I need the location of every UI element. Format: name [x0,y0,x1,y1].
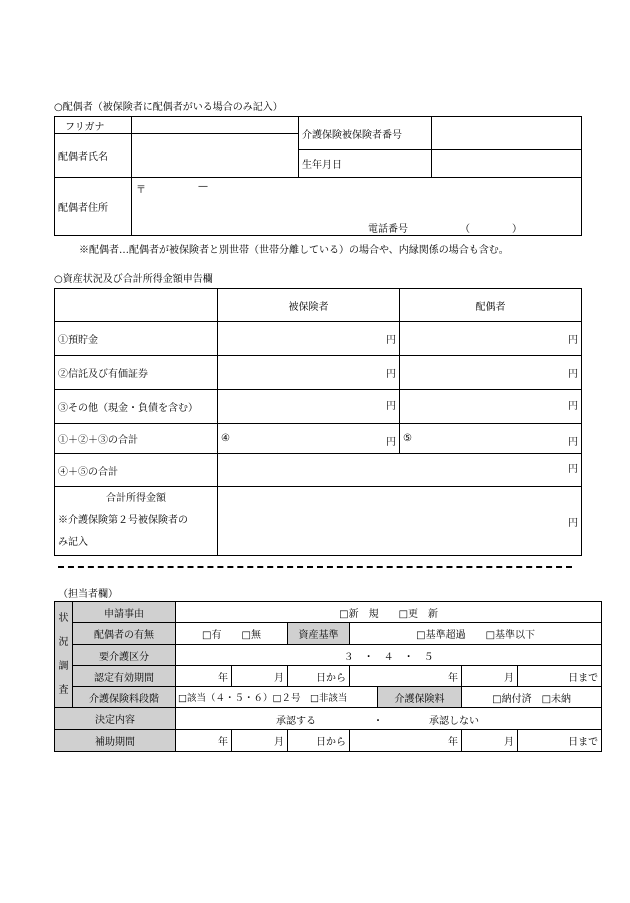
staff-table [54,601,602,752]
assets-table [54,288,582,556]
row-income-label [55,487,218,556]
premium-label: 介護保険料 [378,687,462,708]
side-char: 状 [58,612,69,624]
insured-number-field[interactable] [432,117,582,150]
premium-stage-options[interactable]: □該当（４・５・６）□２号 □非該当 [176,687,378,708]
cert-from-year[interactable]: 年 [176,666,232,687]
row-sum123-label: ①＋②＋③の合計 [55,424,218,454]
mark-4: ④ [221,433,230,444]
spouse-section-title: ○配偶者（被保険者に配偶者がいる場合のみ記入） [54,102,283,113]
sum45-field[interactable]: 円 [218,454,582,487]
asset-standard-options[interactable]: □基準超過 □基準以下 [350,623,602,645]
col-spouse-header: 配偶者 [400,289,582,322]
request-reason-label: 申請事由 [73,602,176,623]
col-insured-header: 被保険者 [218,289,400,322]
birth-date-label: 生年月日 [299,150,432,178]
furigana-label: フリガナ [55,117,132,134]
income-label-line1: 合計所得金額 [106,493,166,504]
assets-header-blank [55,289,218,322]
furigana-field[interactable] [132,117,299,134]
spouse-presence-options[interactable]: □有 □無 [176,623,288,645]
decision-approve[interactable]: 承認する [276,716,316,727]
yen-unit: 円 [568,437,578,448]
row-deposit-label: ①預貯金 [55,322,218,356]
side-char: 況 [58,636,69,648]
postal-mark: 〒 [136,185,146,196]
insured-number-label: 介護保険被保険者番号 [299,117,432,150]
side-char: 調 [58,660,69,672]
row-sum45-label: ④＋⑤の合計 [55,454,218,487]
cert-to-month[interactable]: 月 [462,666,518,687]
phone-paren-open: （ [460,224,470,235]
other-spouse-field[interactable]: 円 [400,390,582,424]
other-insured-field[interactable]: 円 [218,390,400,424]
spouse-address-label: 配偶者住所 [55,178,132,236]
subsidy-to-month[interactable]: 月 [462,730,518,752]
care-level-label: 要介護区分 [73,645,176,666]
deposit-spouse-field[interactable]: 円 [400,322,582,356]
decision-dot: ・ [373,716,383,727]
premium-options[interactable]: □納付済 □未納 [462,687,602,708]
sum123-spouse-field[interactable] [400,424,582,454]
premium-stage-label: 介護保険料段階 [73,687,176,708]
row-securities-label: ②信託及び有価証券 [55,356,218,390]
side-char: 査 [58,684,69,696]
cert-to-year[interactable]: 年 [350,666,462,687]
deposit-insured-field[interactable]: 円 [218,322,400,356]
mark-5: ⑤ [403,433,412,444]
asset-standard-label: 資産基準 [288,623,350,645]
subsidy-from-day[interactable]: 日から [288,730,350,752]
birth-date-field[interactable] [432,150,582,178]
cert-from-day[interactable]: 日から [288,666,350,687]
spouse-name-label: 配偶者氏名 [55,134,132,178]
spouse-presence-label: 配偶者の有無 [73,623,176,645]
spouse-name-field[interactable] [132,134,299,178]
sum123-insured-field[interactable] [218,424,400,454]
phone-paren-close: ） [512,224,522,235]
cert-to-day[interactable]: 日まで [518,666,602,687]
subsidy-period-label: 補助期間 [55,730,176,752]
cert-from-month[interactable]: 月 [232,666,288,687]
securities-insured-field[interactable]: 円 [218,356,400,390]
spouse-table [54,116,582,236]
postal-dash: — [198,181,208,192]
assets-section-title: ○資産状況及び合計所得金額申告欄 [54,274,213,285]
row-other-label: ③その他（現金・負債を含む） [55,390,218,424]
spouse-note: ※配偶者…配偶者が被保険者と別世帯（世帯分離している）の場合や、内縁関係の場合も含む。 [79,245,509,256]
subsidy-from-year[interactable]: 年 [176,730,232,752]
staff-section-title: （担当者欄） [58,589,118,600]
status-survey-side-label [55,602,73,708]
request-reason-options[interactable]: □新 規 □更 新 [176,602,602,623]
securities-spouse-field[interactable]: 円 [400,356,582,390]
income-field[interactable]: 円 [218,487,582,556]
spouse-address-field[interactable] [132,178,582,236]
cut-line [58,566,572,568]
yen-unit: 円 [386,437,396,448]
phone-label: 電話番号 [368,224,408,235]
subsidy-to-day[interactable]: 日まで [518,730,602,752]
decision-options[interactable] [176,708,602,730]
subsidy-to-year[interactable]: 年 [350,730,462,752]
decision-reject[interactable]: 承認しない [429,716,479,727]
subsidy-from-month[interactable]: 月 [232,730,288,752]
decision-label: 決定内容 [55,708,176,730]
income-label-line3: み記入 [58,537,88,548]
care-level-options[interactable]: ３ ・ ４ ・ ５ [176,645,602,666]
cert-period-label: 認定有効期間 [73,666,176,687]
income-label-line2: ※介護保険第２号被保険者の [58,515,188,526]
